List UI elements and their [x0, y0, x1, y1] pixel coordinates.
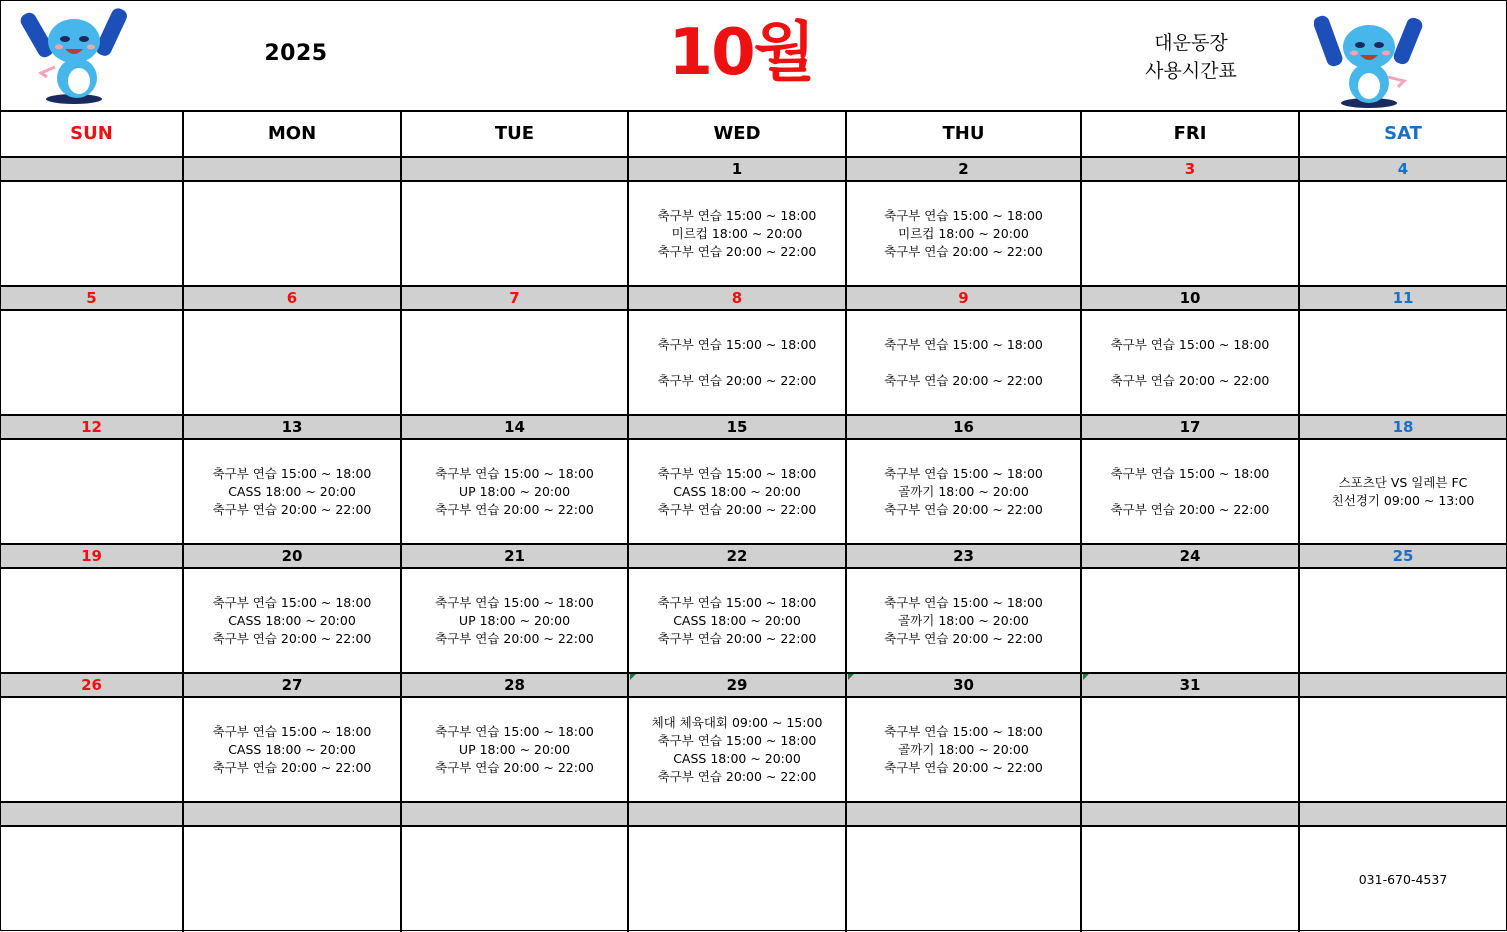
- schedule-entry: 축구부 연습 15:00 ~ 18:00: [657, 732, 817, 748]
- schedule-entry: 축구부 연습 15:00 ~ 18:00: [435, 594, 594, 610]
- schedule-entry: 친선경기 09:00 ~ 13:00: [1331, 492, 1475, 508]
- schedule-entry: 축구부 연습 20:00 ~ 22:00: [1110, 501, 1270, 517]
- comment-marker-icon: [848, 674, 854, 680]
- schedule-entry: 축구부 연습 15:00 ~ 18:00: [657, 207, 817, 223]
- schedule-entry: 스포츠단 VS 일레븐 FC: [1338, 474, 1468, 490]
- day-cell[interactable]: [629, 182, 847, 285]
- mascot-icon: [1314, 7, 1424, 111]
- schedule-entry: 축구부 연습 20:00 ~ 22:00: [884, 243, 1043, 259]
- calendar-month: 10월: [668, 16, 814, 90]
- day-cell[interactable]: [1082, 827, 1300, 932]
- day-cell[interactable]: [184, 698, 402, 801]
- schedule-entry: 미르컵 18:00 ~ 20:00: [671, 225, 803, 241]
- venue-title: [1111, 29, 1271, 85]
- date-number: 12: [1, 416, 184, 438]
- schedule-entry: CASS 18:00 ~ 20:00: [228, 741, 356, 757]
- date-number: 11: [1392, 289, 1414, 307]
- day-of-week-thu: THU: [847, 112, 1082, 156]
- week-row: [1, 803, 1506, 932]
- day-cell[interactable]: [402, 440, 629, 543]
- schedule-entry: 축구부 연습 15:00 ~ 18:00: [657, 336, 817, 352]
- day-of-week-sat: SAT: [1384, 123, 1422, 144]
- date-number-bar: [1, 416, 1506, 440]
- date-number: 3: [1082, 158, 1300, 180]
- schedule-entry: 골까기 18:00 ~ 20:00: [898, 483, 1029, 499]
- calendar-year: 2025: [264, 41, 328, 66]
- date-number: [402, 803, 629, 825]
- day-cell[interactable]: [1300, 311, 1506, 414]
- schedule-entry: 축구부 연습 15:00 ~ 18:00: [212, 723, 372, 739]
- date-number-bar: [1, 674, 1506, 698]
- date-number: [1, 803, 184, 825]
- schedule-entry: 축구부 연습 15:00 ~ 18:00: [1110, 336, 1270, 352]
- date-number: 30: [847, 674, 1082, 696]
- date-number: 8: [629, 287, 847, 309]
- day-of-week-sun: SUN: [1, 112, 184, 156]
- day-cell[interactable]: [1082, 569, 1300, 672]
- date-number: 20: [184, 545, 402, 567]
- date-number: 23: [847, 545, 1082, 567]
- date-number: 15: [629, 416, 847, 438]
- day-cell[interactable]: [1300, 182, 1506, 285]
- venue-line-1: 대운동장: [1154, 32, 1228, 54]
- schedule-entry: 축구부 연습 20:00 ~ 22:00: [1110, 372, 1270, 388]
- date-number: 27: [184, 674, 402, 696]
- date-number: 29: [629, 674, 847, 696]
- date-number-bar: [1, 545, 1506, 569]
- schedule-entry: CASS 18:00 ~ 20:00: [673, 483, 801, 499]
- date-number: [402, 158, 629, 180]
- date-number: 14: [402, 416, 629, 438]
- day-cell[interactable]: [847, 827, 1082, 932]
- schedule-entry: 축구부 연습 15:00 ~ 18:00: [884, 594, 1043, 610]
- schedule-entry: 축구부 연습 20:00 ~ 22:00: [884, 630, 1043, 646]
- date-number: [1300, 674, 1506, 696]
- schedule-entry: 축구부 연습 15:00 ~ 18:00: [212, 465, 372, 481]
- calendar-header: [1, 1, 1506, 112]
- schedule-entry: UP 18:00 ~ 20:00: [458, 483, 571, 499]
- date-number: 28: [402, 674, 629, 696]
- day-cell[interactable]: [1, 569, 184, 672]
- date-number: 21: [402, 545, 629, 567]
- schedule-entry: 축구부 연습 20:00 ~ 22:00: [884, 372, 1043, 388]
- day-cell[interactable]: [847, 569, 1082, 672]
- schedule-entry: 축구부 연습 15:00 ~ 18:00: [884, 465, 1043, 481]
- day-cell[interactable]: [1082, 311, 1300, 414]
- day-cell[interactable]: [1, 440, 184, 543]
- day-cell[interactable]: [1, 311, 184, 414]
- day-cell[interactable]: [402, 182, 629, 285]
- day-cell[interactable]: [184, 827, 402, 932]
- date-number-bar: [1, 158, 1506, 182]
- schedule-entry: UP 18:00 ~ 20:00: [458, 612, 571, 628]
- week-row: [1, 545, 1506, 674]
- schedule-entry: CASS 18:00 ~ 20:00: [228, 612, 356, 628]
- schedule-entry: 축구부 연습 15:00 ~ 18:00: [657, 594, 817, 610]
- mascot-icon: [19, 3, 129, 107]
- week-row: [1, 287, 1506, 416]
- comment-marker-icon: [1083, 674, 1089, 680]
- date-number: [1, 158, 184, 180]
- schedule-entry: 축구부 연습 20:00 ~ 22:00: [435, 630, 594, 646]
- schedule-entry: 골까기 18:00 ~ 20:00: [898, 612, 1029, 628]
- date-number: [1300, 803, 1506, 825]
- date-number: [184, 158, 402, 180]
- date-number: 18: [1392, 418, 1414, 436]
- schedule-entry: 축구부 연습 20:00 ~ 22:00: [212, 630, 372, 646]
- day-cell[interactable]: [402, 569, 629, 672]
- date-number: 13: [184, 416, 402, 438]
- schedule-entry: 축구부 연습 20:00 ~ 22:00: [884, 759, 1043, 775]
- schedule-entry: 축구부 연습 20:00 ~ 22:00: [435, 501, 594, 517]
- schedule-entry: 축구부 연습 15:00 ~ 18:00: [1110, 465, 1270, 481]
- date-number: 19: [1, 545, 184, 567]
- date-number: 1: [629, 158, 847, 180]
- date-number: [629, 803, 847, 825]
- schedule-entry: 축구부 연습 20:00 ~ 22:00: [212, 501, 372, 517]
- venue-line-2: 사용시간표: [1145, 60, 1237, 82]
- day-cell[interactable]: [1082, 698, 1300, 801]
- week-row: [1, 674, 1506, 803]
- schedule-entry: 체대 체육대회 09:00 ~ 15:00: [651, 714, 823, 730]
- schedule-entry: 축구부 연습 20:00 ~ 22:00: [657, 243, 817, 259]
- day-cell[interactable]: [184, 569, 402, 672]
- comment-marker-icon: [630, 674, 636, 680]
- schedule-entry: 축구부 연습 20:00 ~ 22:00: [657, 630, 817, 646]
- date-number: 9: [847, 287, 1082, 309]
- day-cell[interactable]: [1, 827, 184, 932]
- day-cell[interactable]: [1082, 440, 1300, 543]
- date-number: 10: [1082, 287, 1300, 309]
- day-cell[interactable]: [402, 827, 629, 932]
- day-of-week-tue: TUE: [402, 112, 629, 156]
- day-of-week-wed: WED: [629, 112, 847, 156]
- schedule-entry: 골까기 18:00 ~ 20:00: [898, 741, 1029, 757]
- day-cell[interactable]: [847, 311, 1082, 414]
- date-number: 24: [1082, 545, 1300, 567]
- day-cell[interactable]: [402, 311, 629, 414]
- day-cell[interactable]: [629, 440, 847, 543]
- schedule-entry: 축구부 연습 20:00 ~ 22:00: [212, 759, 372, 775]
- date-number: 26: [1, 674, 184, 696]
- date-number: 4: [1397, 160, 1409, 178]
- day-cell[interactable]: [629, 698, 847, 801]
- schedule-entry: 축구부 연습 20:00 ~ 22:00: [884, 501, 1043, 517]
- schedule-entry: CASS 18:00 ~ 20:00: [228, 483, 356, 499]
- week-row: [1, 158, 1506, 287]
- date-number: 22: [629, 545, 847, 567]
- day-cell[interactable]: [184, 311, 402, 414]
- schedule-entry: 축구부 연습 20:00 ~ 22:00: [657, 768, 817, 784]
- schedule-entry: 축구부 연습 15:00 ~ 18:00: [657, 465, 817, 481]
- schedule-entry: 축구부 연습 20:00 ~ 22:00: [435, 759, 594, 775]
- date-number-bar: [1, 803, 1506, 827]
- schedule-entry: 031-670-4537: [1358, 871, 1448, 887]
- schedule-entry: 축구부 연습 15:00 ~ 18:00: [435, 723, 594, 739]
- schedule-entry: 축구부 연습 20:00 ~ 22:00: [657, 501, 817, 517]
- schedule-entry: 축구부 연습 20:00 ~ 22:00: [657, 372, 817, 388]
- schedule-entry: CASS 18:00 ~ 20:00: [673, 612, 801, 628]
- date-number: 16: [847, 416, 1082, 438]
- schedule-entry: 축구부 연습 15:00 ~ 18:00: [212, 594, 372, 610]
- day-cell[interactable]: [1300, 698, 1506, 801]
- schedule-entry: 축구부 연습 15:00 ~ 18:00: [884, 207, 1043, 223]
- day-cell[interactable]: [1, 698, 184, 801]
- date-number: [847, 803, 1082, 825]
- day-cell[interactable]: [1300, 827, 1506, 932]
- day-of-week-header: [1, 112, 1506, 158]
- date-number: 2: [847, 158, 1082, 180]
- date-number: 6: [184, 287, 402, 309]
- day-cell[interactable]: [629, 569, 847, 672]
- day-cell[interactable]: [847, 440, 1082, 543]
- schedule-entry: 축구부 연습 15:00 ~ 18:00: [884, 723, 1043, 739]
- day-cell[interactable]: [1300, 440, 1506, 543]
- date-number: [1082, 803, 1300, 825]
- day-cell[interactable]: [1300, 569, 1506, 672]
- day-cell[interactable]: [629, 311, 847, 414]
- date-number: [184, 803, 402, 825]
- schedule-entry: 미르컵 18:00 ~ 20:00: [898, 225, 1029, 241]
- schedule-entry: UP 18:00 ~ 20:00: [458, 741, 571, 757]
- date-number: 31: [1082, 674, 1300, 696]
- day-cell[interactable]: [847, 698, 1082, 801]
- date-number: 7: [402, 287, 629, 309]
- day-cell[interactable]: [184, 182, 402, 285]
- day-cell[interactable]: [184, 440, 402, 543]
- day-of-week-mon: MON: [184, 112, 402, 156]
- week-row: [1, 416, 1506, 545]
- day-of-week-fri: FRI: [1082, 112, 1300, 156]
- date-number: 17: [1082, 416, 1300, 438]
- date-number: 25: [1392, 547, 1414, 565]
- day-cell[interactable]: [1, 182, 184, 285]
- date-number-bar: [1, 287, 1506, 311]
- date-number: 5: [1, 287, 184, 309]
- day-cell[interactable]: [1082, 182, 1300, 285]
- day-cell[interactable]: [847, 182, 1082, 285]
- schedule-entry: 축구부 연습 15:00 ~ 18:00: [884, 336, 1043, 352]
- day-cell[interactable]: [629, 827, 847, 932]
- schedule-entry: 축구부 연습 15:00 ~ 18:00: [435, 465, 594, 481]
- day-cell[interactable]: [402, 698, 629, 801]
- schedule-entry: CASS 18:00 ~ 20:00: [673, 750, 801, 766]
